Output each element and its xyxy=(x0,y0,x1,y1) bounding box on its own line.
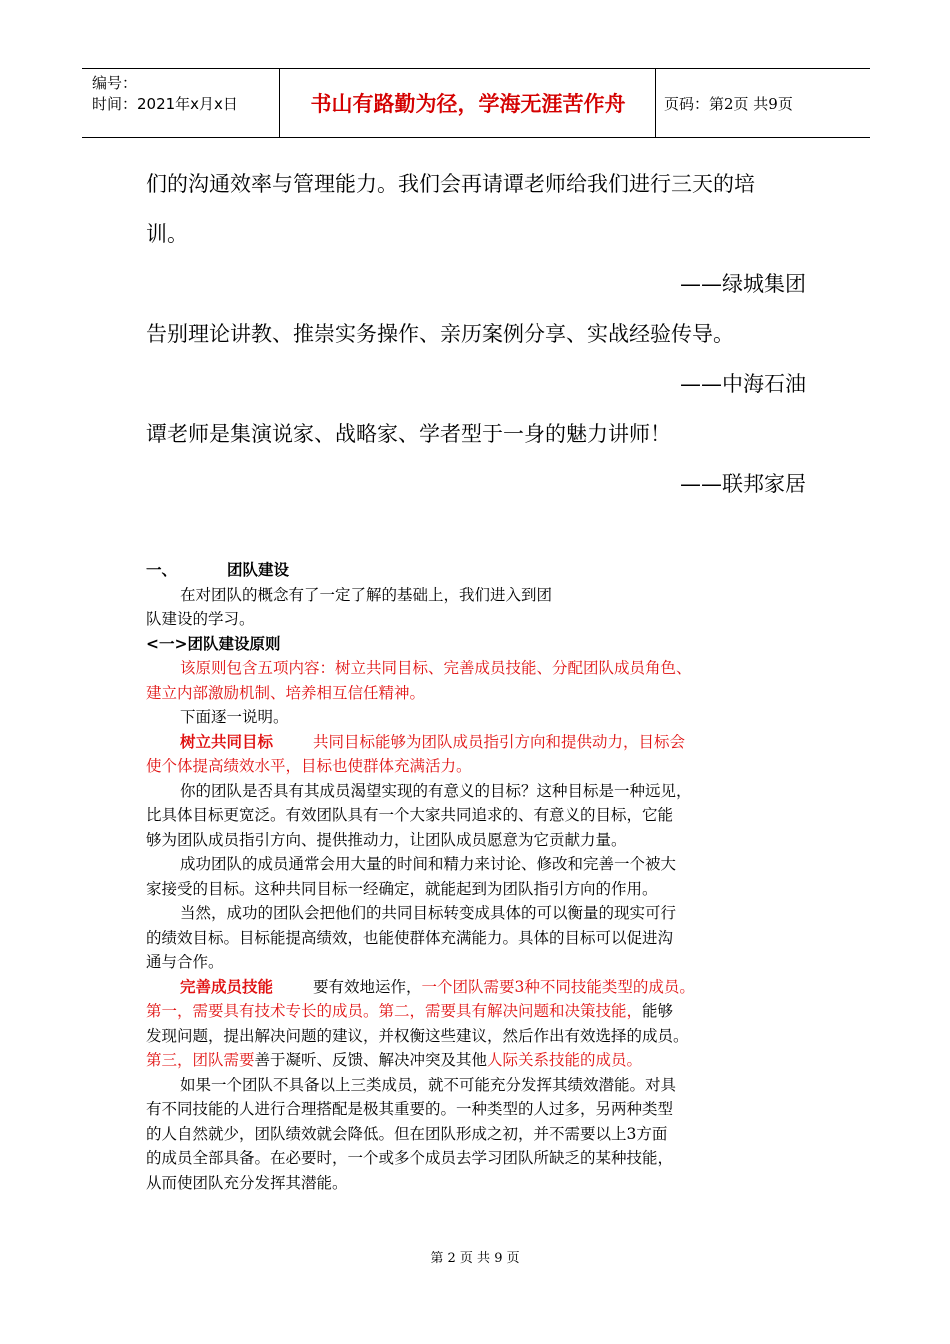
skill-title: 完善成员技能 xyxy=(180,976,274,996)
paragraph-line: 比具体目标更宽泛。有效团队具有一个大家共同追求的、有意义的目标，它能 xyxy=(146,806,674,824)
goal-line xyxy=(146,730,818,755)
paragraph-line: 发现问题，提出解决问题的建议，并权衡这些建议，然后作出有效选择的成员。 xyxy=(146,1026,689,1045)
testimonial-line: 们的沟通效率与管理能力。我们会再请谭老师给我们进行三天的培 xyxy=(146,172,755,196)
paragraph-line: 使个体提高绩效水平，目标也使群体充满活力。 xyxy=(146,757,472,775)
header-page-code: 页码：第2页 共9页 xyxy=(664,94,793,113)
testimonial-quote: 谭老师是集演说家、战略家、学者型于一身的魅力讲师！ xyxy=(146,422,671,446)
paragraph-line: 成功团队的成员通常会用大量的时间和精力来讨论、修改和完善一个被大 xyxy=(180,855,677,873)
paragraph-line: 如果一个团队不具备以上三类成员，就不可能充分发挥其绩效潜能。对具 xyxy=(180,1075,677,1094)
paragraph-line: 够为团队成员指引方向、提供推动力，让团队成员愿意为它贡献力量。 xyxy=(146,830,627,849)
paragraph-line: 在对团队的概念有了一定了解的基础上，我们进入到团 xyxy=(180,585,553,604)
paragraph-line: 的绩效目标。目标能提高绩效，也能使群体充满能力。具体的目标可以促进沟 xyxy=(146,928,674,947)
section-body xyxy=(146,558,818,1195)
paragraph-line: 下面逐一说明。 xyxy=(180,708,289,726)
testimonial-line: 训。 xyxy=(146,222,188,246)
number-label: 编号： xyxy=(92,74,138,92)
skill-line xyxy=(146,1048,818,1073)
paragraph-line: 你的团队是否具有其成员渴望实现的有意义的目标？这种目标是一种远见， xyxy=(180,781,692,800)
paragraph-line: 该原则包含五项内容：树立共同目标、完善成员技能、分配团队成员角色、 xyxy=(180,659,692,677)
skill-text: 要有效地运作， xyxy=(313,977,422,996)
page-header xyxy=(82,68,870,138)
skill-text-red: 第三，团队需要 xyxy=(146,1051,255,1069)
skill-text-red: 人际关系技能的成员。 xyxy=(487,1051,643,1069)
paragraph-line: 建立内部激励机制、培养相互信任精神。 xyxy=(146,683,426,702)
header-meta xyxy=(82,69,280,137)
testimonial-signature: ——中海石油 xyxy=(680,372,806,396)
skill-text-red: 第一，需要具有技术专长的成员。第二，需要具有解决问题和决策技能， xyxy=(146,1002,643,1020)
paragraph-line: 队建设的学习。 xyxy=(146,610,255,628)
heading-text: 团队建设 xyxy=(227,560,290,579)
paragraph-line: 的人自然就少，团队绩效就会降低。但在团队形成之初，并不需要以上3方面 xyxy=(146,1124,668,1143)
paragraph-line: 家接受的目标。这种共同目标一经确定，就能起到为团队指引方向的作用。 xyxy=(146,879,658,898)
goal-text: 共同目标能够为团队成员指引方向和提供动力，目标会 xyxy=(313,732,686,751)
skill-text: 善于凝听、反馈、解决冲突及其他 xyxy=(254,1051,488,1069)
paragraph-line: 当然，成功的团队会把他们的共同目标转变成具体的可以衡量的现实可行 xyxy=(180,904,677,922)
skill-text-red: 一个团队需要3种不同技能类型的成员。 xyxy=(421,977,695,996)
testimonial-signature: ——联邦家居 xyxy=(680,472,806,496)
header-motto: 书山有路勤为径，学海无涯苦作舟 xyxy=(281,69,656,137)
paragraph-line: 通与合作。 xyxy=(146,953,224,971)
testimonial-signature: ——绿城集团 xyxy=(680,272,806,296)
sub-heading: <一>团队建设原则 xyxy=(146,633,281,653)
skill-line xyxy=(146,999,818,1024)
date-line: 时间：2021年x月x日 xyxy=(92,95,238,113)
skill-line xyxy=(146,975,818,1000)
paragraph-line: 有不同技能的人进行合理搭配是极其重要的。一种类型的人过多，另两种类型 xyxy=(146,1100,674,1118)
skill-text: 能够 xyxy=(642,1002,674,1020)
page-footer: 第 2 页 共 9 页 xyxy=(430,1251,520,1266)
paragraph-line: 的成员全部具备。在必要时，一个或多个成员去学习团队所缺乏的某种技能， xyxy=(146,1149,674,1167)
section-heading xyxy=(146,558,818,583)
heading-number: 一、 xyxy=(146,560,178,579)
testimonial-quote: 告别理论讲教、推崇实务操作、亲历案例分享、实战经验传导。 xyxy=(146,322,734,346)
goal-title: 树立共同目标 xyxy=(180,731,274,751)
paragraph-line: 从而使团队充分发挥其潜能。 xyxy=(146,1173,348,1192)
